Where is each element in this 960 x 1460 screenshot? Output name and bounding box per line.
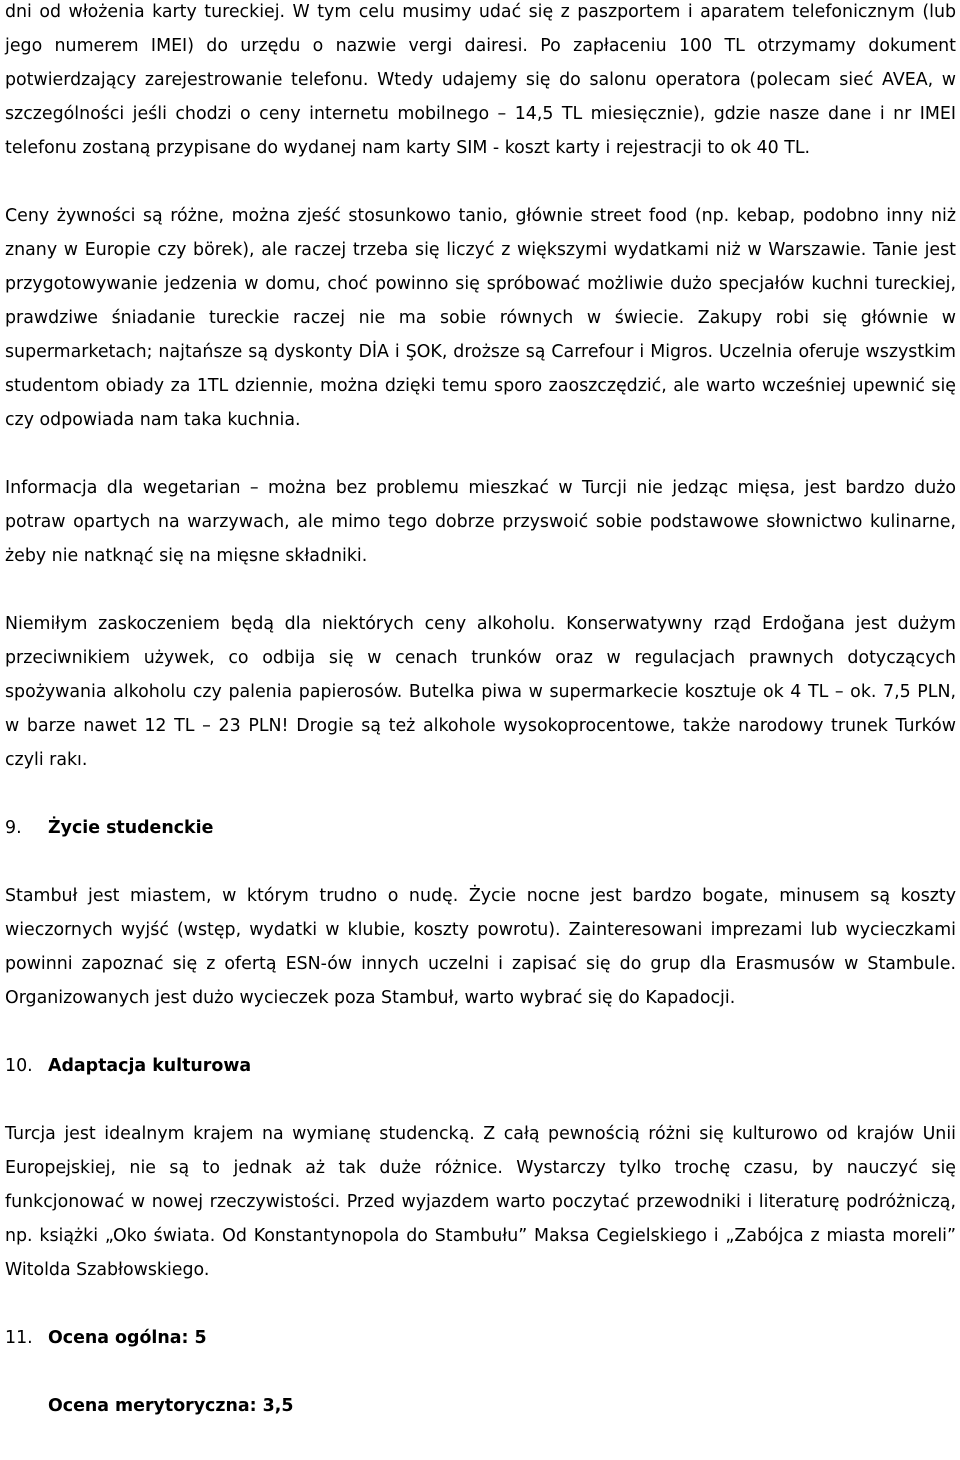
paragraph-student-life: Stambuł jest miastem, w którym trudno o nudę. Życie nocne jest bardzo bogate, minusem są koszty wieczornych wyjść (wstęp, wydatki w klubie, koszty powrotu). Zainteresowani imprezami lub wycieczkami powinni zapoznać się z ofertą ESN-ów innych uczelni i zapisać się do grup dla Erasmusów w Stambule. Organizowanych jest dużo wycieczek poza Stambuł, warto wybrać się do Kapadocji.: [5, 886, 956, 1008]
paragraph-food-prices: Ceny żywności są różne, można zjeść stosunkowo tanio, głównie street food (np. kebap, podobno inny niż znany w Europie czy börek), ale raczej trzeba się liczyć z większymi wydatkami niż w Warszawie. Tanie jest przygotowywanie jedzenia w domu, choć powinno się spróbować możliwie dużo specjałów kuchni tureckiej, prawdziwe śniadanie tureckie raczej nie ma sobie równych w świecie. Zakupy robi się głównie w supermarketach; najtańsze są dyskonty DİA i ŞOK, droższe są Carrefour i Migros. Uczelnia oferuje wszystkim studentom obiady za 1TL dziennie, można dzięki temu sporo zaoszczędzić, ale warto wcześniej upewnić się czy odpowiada nam taka kuchnia.: [5, 206, 956, 430]
paragraph-cultural-adaptation: Turcja jest idealnym krajem na wymianę studencką. Z całą pewnością różni się kulturowo od krajów Unii Europejskiej, nie są to jednak aż tak duże różnice. Wystarczy tylko trochę czasu, by nauczyć się funkcjonować w nowej rzeczywistości. Przed wyjazdem warto poczytać przewodniki i literaturę podróżniczą, np. książki „Oko świata. Od Konstantynopola do Stambułu” Maksa Cegielskiego i „Zabójca z miasta moreli” Witolda Szabłowskiego.: [5, 1124, 956, 1280]
section-title: Życie studenckie: [48, 818, 214, 838]
paragraph-vegetarian-info: Informacja dla wegetarian – można bez problemu mieszkać w Turcji nie jedząc mięsa, jest bardzo dużo potraw opartych na warzywach, ale mimo tego dobrze przyswoić sobie podstawowe słownictwo kulinarne, żeby nie natknąć się na mięsne składniki.: [5, 478, 956, 566]
section-number: 9.: [5, 818, 22, 838]
section-heading-cultural-adaptation: [5, 1049, 956, 1083]
section-heading-student-life: [5, 811, 956, 845]
paragraph-alcohol-prices: Niemiłym zaskoczeniem będą dla niektórych ceny alkoholu. Konserwatywny rząd Erdoğana jest dużym przeciwnikiem używek, co odbija się w cenach trunków oraz w regulacjach prawnych dotyczących spożywania alkoholu czy palenia papierosów. Butelka piwa w supermarkecie kosztuje ok 4 TL – ok. 7,5 PLN, w barze nawet 12 TL – 23 PLN! Drogie są też alkohole wysokoprocentowe, także narodowy trunek Turków czyli rakı.: [5, 614, 956, 770]
document-page: [5, 0, 956, 1423]
section-heading-overall-rating: [5, 1321, 956, 1355]
section-number: 10.: [5, 1056, 33, 1076]
paragraph-phone-registration: dni od włożenia karty tureckiej. W tym celu musimy udać się z paszportem i aparatem telefonicznym (lub jego numerem IMEI) do urzędu o nazwie vergi dairesi. Po zapłaceniu 100 TL otrzymamy dokument potwierdzający zarejestrowanie telefonu. Wtedy udajemy się do salonu operatora (polecam sieć AVEA, w szczególności jeśli chodzi o ceny internetu mobilnego – 14,5 TL miesięcznie), gdzie nasze dane i nr IMEI telefonu zostaną przypisane do wydanej nam karty SIM - koszt karty i rejestracji to ok 40 TL.: [5, 2, 956, 158]
substantive-rating: Ocena merytoryczna: 3,5: [48, 1396, 294, 1416]
section-title: Ocena ogólna: 5: [48, 1328, 207, 1348]
section-number: 11.: [5, 1328, 33, 1348]
section-title: Adaptacja kulturowa: [48, 1056, 252, 1076]
